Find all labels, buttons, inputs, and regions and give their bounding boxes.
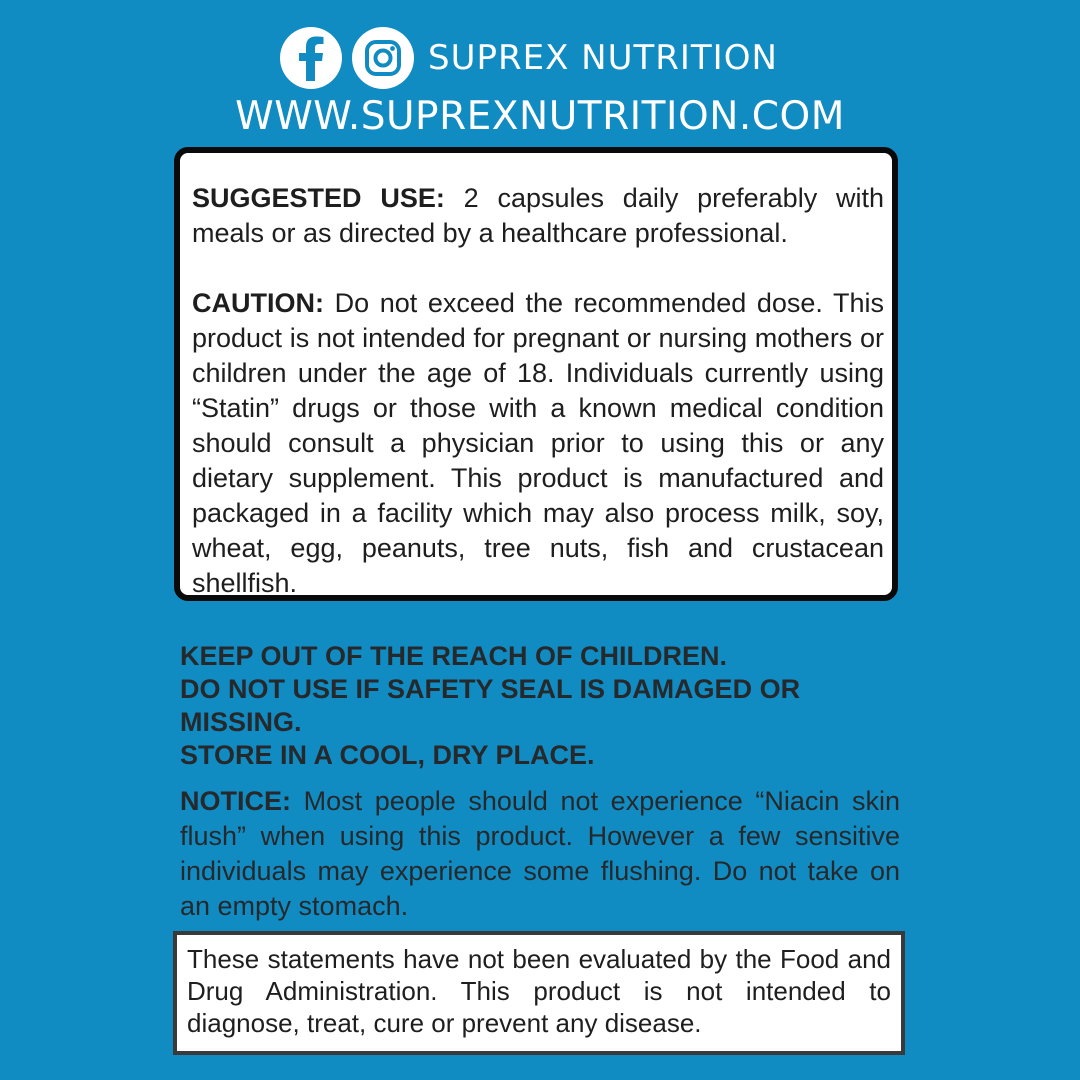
facebook-icon[interactable] xyxy=(280,27,342,89)
usage-caution-panel xyxy=(174,147,898,601)
warnings-block xyxy=(180,640,902,772)
fda-disclaimer-text: These statements have not been evaluated by the Food and Drug Administration. This product is not intended to diagnose, treat, cure or prevent any disease. xyxy=(187,944,891,1038)
notice-label: NOTICE: xyxy=(180,786,291,816)
notice-paragraph xyxy=(180,784,900,924)
suggested-use-text: 2 capsules daily preferably with meals or as directed by a healthcare professional. xyxy=(192,183,884,248)
suggested-use-label: SUGGESTED USE: xyxy=(192,183,445,213)
caution-text: Do not exceed the recommended dose. This product is not intended for pregnant or nursing mothers or children under the age of 18. Individuals currently using “Statin” drugs or those with a known medical condition should consult a physician prior to using this or any dietary supplement. This product is manufactured and packaged in a facility which may also process milk, soy, wheat, egg, peanuts, tree nuts, fish and crustacean shellfish. xyxy=(192,288,884,598)
caution-label: CAUTION: xyxy=(192,288,324,318)
social-row xyxy=(280,26,778,90)
caution-paragraph xyxy=(192,286,884,601)
instagram-icon[interactable] xyxy=(352,27,414,89)
notice-text: Most people should not experience “Niacin skin flush” when using this product. However a few sensitive individuals may experience some flushing. Do not take on an empty stomach. xyxy=(180,786,900,921)
header xyxy=(0,26,1080,146)
warning-keep-away: KEEP OUT OF THE REACH OF CHILDREN. xyxy=(180,641,728,671)
warning-storage: STORE IN A COOL, DRY PLACE. xyxy=(180,740,595,770)
suggested-use-paragraph xyxy=(192,181,884,251)
brand-name: SUPREX NUTRITION xyxy=(428,38,778,78)
website-url[interactable]: WWW.SUPREXNUTRITION.COM xyxy=(235,94,845,139)
warning-safety-seal: DO NOT USE IF SAFETY SEAL IS DAMAGED OR MISSING. xyxy=(180,674,801,737)
fda-disclaimer-box xyxy=(173,931,905,1055)
